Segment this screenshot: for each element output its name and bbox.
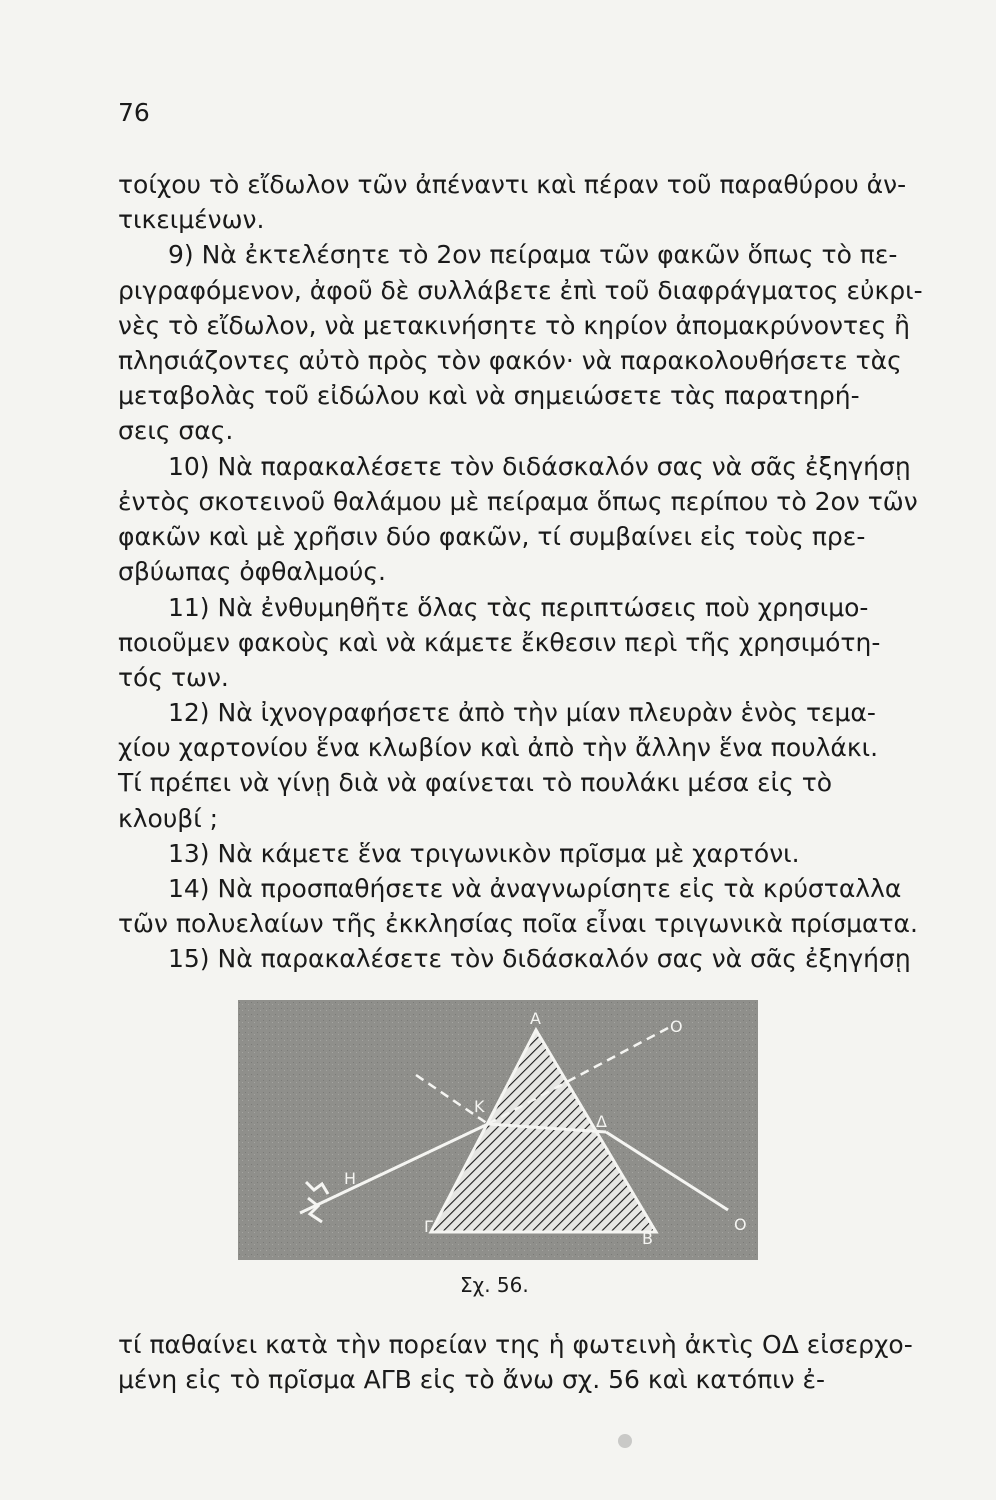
text-line: σβύωπας ὀφθαλμούς. bbox=[118, 557, 386, 586]
text-line: 14) Νὰ προσπαθήσετε νὰ ἀναγνωρίσητε εἰς τὰ κρύσταλλα bbox=[168, 874, 902, 903]
label-b: Β bbox=[642, 1229, 653, 1248]
text-line: μένη εἰς τὸ πρῖσμα ΑΓΒ εἰς τὸ ἄνω σχ. 56 καὶ κατόπιν ἐ- bbox=[118, 1365, 826, 1394]
text-line: νὲς τὸ εἴδωλον, νὰ μετακινήσητε τὸ κηρίον ἀπομακρύνοντες ἢ bbox=[118, 311, 911, 340]
label-h: Η bbox=[344, 1169, 357, 1188]
text-line: τοίχου τὸ εἴδωλον τῶν ἀπέναντι καὶ πέραν τοῦ παραθύρου ἀν- bbox=[118, 170, 907, 199]
text-line: ἐντὸς σκοτεινοῦ θαλάμου μὲ πείραμα ὅπως περίπου τὸ 2ον τῶν bbox=[118, 487, 918, 516]
label-a: Α bbox=[530, 1009, 541, 1028]
label-d: Δ bbox=[596, 1112, 607, 1131]
text-line: 13) Νὰ κάμετε ἕνα τριγωνικὸν πρῖσμα μὲ χαρτόνι. bbox=[168, 839, 800, 868]
ink-smudge bbox=[618, 1434, 632, 1448]
text-line: 9) Νὰ ἐκτελέσητε τὸ 2ον πείραμα τῶν φακῶν ὅπως τὸ πε- bbox=[168, 240, 898, 269]
text-line: τικειμένων. bbox=[118, 205, 265, 234]
text-line: 10) Νὰ παρακαλέσετε τὸν διδάσκαλόν σας νὰ σᾶς ἐξηγήσῃ bbox=[168, 452, 911, 481]
text-line: ποιοῦμεν φακοὺς καὶ νὰ κάμετε ἔκθεσιν περὶ τῆς χρησιμότη- bbox=[118, 628, 881, 657]
text-line: ριγραφόμενον, ἀφοῦ δὲ συλλάβετε ἐπὶ τοῦ διαφράγματος εὐκρι- bbox=[118, 276, 923, 305]
text-line: τί παθαίνει κατὰ τὴν πορείαν της ἡ φωτεινὴ ἀκτὶς ΟΔ εἰσερχο- bbox=[118, 1330, 913, 1359]
text-line: 15) Νὰ παρακαλέσετε τὸν διδάσκαλόν σας νὰ σᾶς ἐξηγήσῃ bbox=[168, 944, 911, 973]
text-line: πλησιάζοντες αὐτὸ πρὸς τὸν φακόν· νὰ παρακολουθήσετε τὰς bbox=[118, 346, 902, 375]
figure-caption: Σχ. 56. bbox=[460, 1273, 529, 1297]
text-line: σεις σας. bbox=[118, 416, 234, 445]
text-line: μεταβολὰς τοῦ εἰδώλου καὶ νὰ σημειώσετε τὰς παρατηρή- bbox=[118, 381, 860, 410]
text-line: Τί πρέπει νὰ γίνῃ διὰ νὰ φαίνεται τὸ πουλάκι μέσα εἰς τὸ bbox=[118, 768, 833, 797]
text-line: τός των. bbox=[118, 663, 229, 692]
text-line: κλουβί ; bbox=[118, 804, 219, 833]
text-line: τῶν πολυελαίων τῆς ἐκκλησίας ποῖα εἶναι τριγωνικὰ πρίσματα. bbox=[118, 909, 918, 938]
label-o-top: Ο bbox=[670, 1017, 683, 1036]
label-g: Γ bbox=[424, 1217, 433, 1236]
label-o-bottom: Ο bbox=[734, 1215, 747, 1234]
page-number: 76 bbox=[118, 98, 150, 127]
text-line: 12) Νὰ ἰχνογραφήσετε ἀπὸ τὴν μίαν πλευρὰν ἑνὸς τεμα- bbox=[168, 698, 876, 727]
label-k: Κ bbox=[474, 1097, 485, 1116]
prism-figure bbox=[238, 1000, 758, 1260]
text-line: φακῶν καὶ μὲ χρῆσιν δύο φακῶν, τί συμβαίνει εἰς τοὺς πρε- bbox=[118, 522, 866, 551]
text-line: χίου χαρτονίου ἕνα κλωβίον καὶ ἀπὸ τὴν ἄλλην ἕνα πουλάκι. bbox=[118, 733, 879, 762]
text-line: 11) Νὰ ἐνθυμηθῆτε ὅλας τὰς περιπτώσεις ποὺ χρησιμο- bbox=[168, 593, 869, 622]
